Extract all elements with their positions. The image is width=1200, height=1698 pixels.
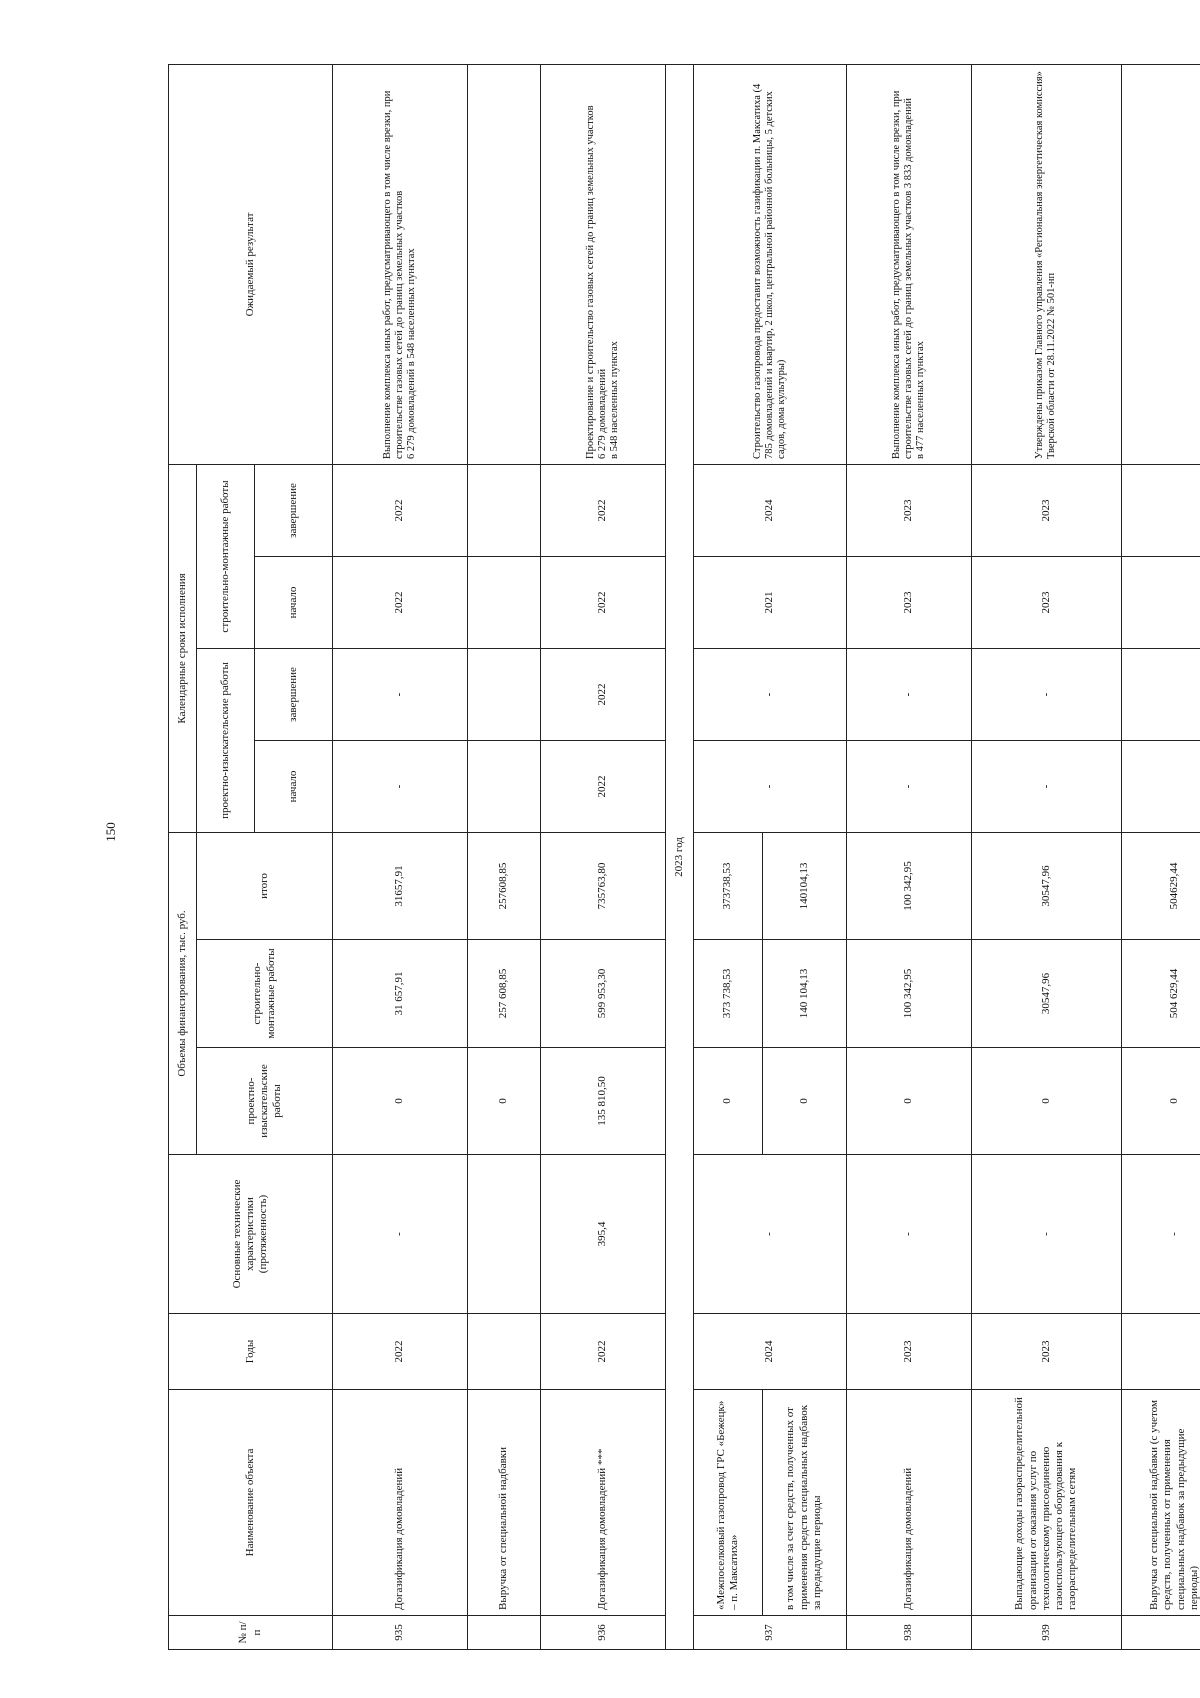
total-cost: 257608,85 (468, 833, 541, 940)
row-num: 936 (540, 1616, 665, 1650)
specs: - (333, 1155, 468, 1314)
total-cost: 30547,96 (971, 833, 1121, 940)
design-cost: 0 (846, 1048, 971, 1155)
expected-result: Выполнение комплекса иных работ, предусматривающего в том числе врезки, при строительстве газовых сетей до границ земельных участков 3 833 домовладений в 477 населенных пунктах (846, 64, 971, 464)
table-row (693, 64, 762, 1649)
table-row (846, 64, 971, 1649)
design-cost: 0 (468, 1048, 541, 1155)
design-cost: 0 (693, 1048, 762, 1155)
table-row (1122, 64, 1200, 1649)
row-num: 939 (971, 1616, 1121, 1650)
header-name: Наименование объекта (169, 1390, 333, 1616)
expected-result: Утверждены приказом Главного управления «Региональная энергетическая комиссия» Тверской области от 28.11.2022 № 501-нп (971, 64, 1121, 464)
construction-end: 2022 (540, 464, 665, 556)
total-cost: 100 342,95 (846, 833, 971, 940)
header-schedule: Календарные сроки исполнения (169, 464, 197, 832)
total-cost: 140104,13 (762, 833, 846, 940)
table-row (971, 64, 1121, 1649)
design-start: - (693, 741, 846, 833)
design-cost: 0 (762, 1048, 846, 1155)
total-cost: 373738,53 (693, 833, 762, 940)
design-end: 2022 (540, 649, 665, 741)
header-schedule-construction: строительно-монтажные работы (197, 464, 255, 648)
page-number: 150 (103, 822, 118, 842)
header-specs: Основные технические характеристики (протяженность) (169, 1155, 333, 1314)
design-start: - (333, 741, 468, 833)
header-design-end: завершение (255, 649, 333, 741)
year: 2023 (846, 1314, 971, 1390)
object-name: Догазификация домовладений (333, 1390, 468, 1616)
design-cost: 0 (333, 1048, 468, 1155)
object-name: Догазификация домовладений *** (540, 1390, 665, 1616)
design-end: - (971, 649, 1121, 741)
table-row (540, 64, 665, 1649)
construction-cost: 599 953,30 (540, 940, 665, 1048)
header-construction-end: завершение (255, 464, 333, 556)
construction-start: 2021 (693, 557, 846, 649)
row-num: 937 (693, 1616, 846, 1650)
expected-result: Строительство газопровода предоставит возможность газификации п. Максатиха (4 785 домовладений и квартир, 2 школ, центральной районной больницы, 5 детских садов, дома культуры) (693, 64, 846, 464)
header-financing: Объемы финансирования, тыс. руб. (169, 833, 197, 1155)
specs: - (693, 1155, 846, 1314)
expected-result: Выполнение комплекса иных работ, предусматривающего в том числе врезки, при строительстве газовых сетей до границ земельных участков 6 279 домовладений в 548 населенных пунктах (333, 64, 468, 464)
design-cost: 135 810,50 (540, 1048, 665, 1155)
header-design-works: проектно-изыскательские работы (197, 1048, 333, 1155)
table-row (468, 64, 541, 1649)
object-name-sub: в том числе за счет средств, полученных от применения средств специальных надбавок за предыдущие периоды (762, 1390, 846, 1616)
construction-cost: 100 342,95 (846, 940, 971, 1048)
header-total: итого (197, 833, 333, 940)
rotated-table-container (168, 65, 1200, 1650)
total-cost: 31657,91 (333, 833, 468, 940)
header-years: Годы (169, 1314, 333, 1390)
object-name: Выпадающие доходы газораспределительной организации от оказания услуг по технологическому присоединению газоиспользующего оборудования к газораспределительным сетям (971, 1390, 1121, 1616)
design-start: - (971, 741, 1121, 833)
construction-end: 2023 (846, 464, 971, 556)
construction-cost: 30547,96 (971, 940, 1121, 1048)
header-construction-works: строительно-монтажные работы (197, 940, 333, 1048)
year-separator-label: 2023 год (665, 64, 693, 1649)
construction-cost: 31 657,91 (333, 940, 468, 1048)
object-name: Догазификация домовладений (846, 1390, 971, 1616)
row-num: 935 (333, 1616, 468, 1650)
object-name: Выручка от специальной надбавки (468, 1390, 541, 1616)
specs: 395,4 (540, 1155, 665, 1314)
design-end: - (693, 649, 846, 741)
year: 2023 (971, 1314, 1121, 1390)
construction-end: 2022 (333, 464, 468, 556)
total-cost: 735763,80 (540, 833, 665, 940)
specs: - (1122, 1155, 1200, 1314)
design-end: - (846, 649, 971, 741)
header-expected-result: Ожидаемый результат (169, 64, 333, 464)
construction-cost: 504 629,44 (1122, 940, 1200, 1048)
construction-cost: 257 608,85 (468, 940, 541, 1048)
year: 2022 (540, 1314, 665, 1390)
object-name: Выручка от специальной надбавки (с учетом средств, полученных от применения специальных надбавок за предыдущие периоды) (1122, 1390, 1200, 1616)
construction-start: 2023 (846, 557, 971, 649)
row-num: 938 (846, 1616, 971, 1650)
design-start: - (846, 741, 971, 833)
construction-cost: 373 738,53 (693, 940, 762, 1048)
expected-result: Проектирование и строительство газовых сетей до границ земельных участков 6 279 домовладений в 548 населенных пунктах (540, 64, 665, 464)
object-name: «Межпоселковый газопровод ГРС «Бежецк» – п. Максатиха» (693, 1390, 762, 1616)
construction-start: 2022 (333, 557, 468, 649)
investment-program-table (168, 64, 1200, 1650)
total-cost: 504629,44 (1122, 833, 1200, 940)
specs: - (846, 1155, 971, 1314)
year-separator-row (665, 64, 693, 1649)
table-row (333, 64, 468, 1649)
construction-start: 2023 (971, 557, 1121, 649)
design-start: 2022 (540, 741, 665, 833)
design-cost: 0 (971, 1048, 1121, 1155)
design-cost: 0 (1122, 1048, 1200, 1155)
construction-end: 2023 (971, 464, 1121, 556)
year: 2022 (333, 1314, 468, 1390)
construction-start: 2022 (540, 557, 665, 649)
construction-end: 2024 (693, 464, 846, 556)
construction-cost: 140 104,13 (762, 940, 846, 1048)
specs: - (971, 1155, 1121, 1314)
year: 2024 (693, 1314, 846, 1390)
header-schedule-design: проектно-изыскательские работы (197, 649, 255, 833)
design-end: - (333, 649, 468, 741)
header-design-start: начало (255, 741, 333, 833)
header-construction-start: начало (255, 557, 333, 649)
header-num: № п/п (169, 1616, 333, 1650)
